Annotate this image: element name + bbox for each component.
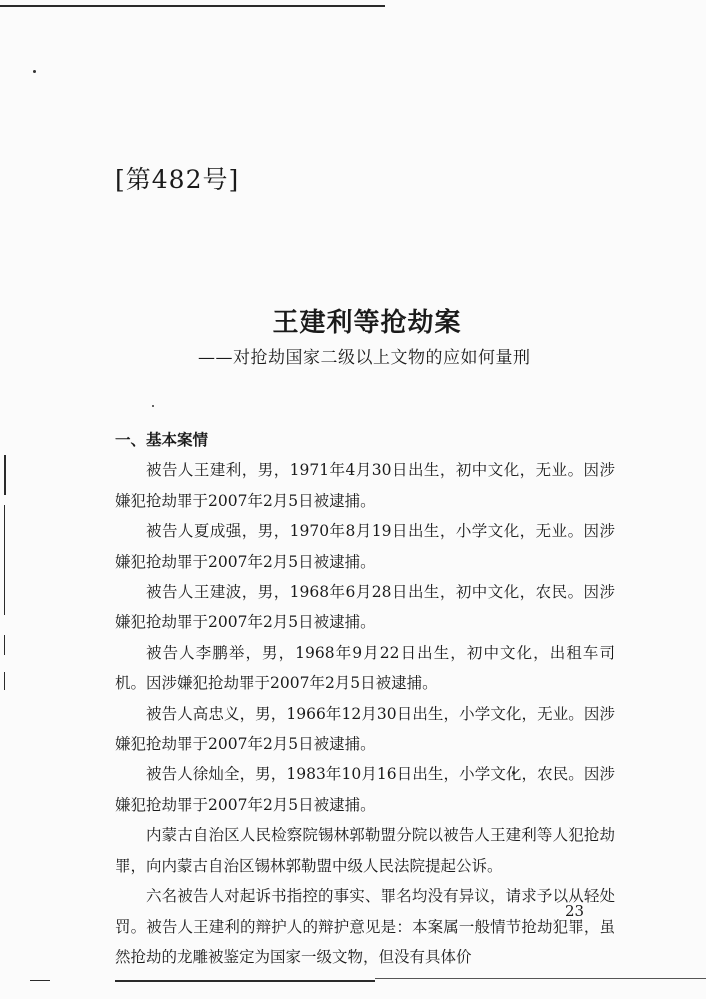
page-number: 23 xyxy=(565,902,585,920)
case-number: [第482号] xyxy=(115,165,240,194)
paragraph: 被告人徐灿全，男，1983年10月16日出生，小学文化，农民。因涉嫌犯抢劫罪于2007年2月5日被逮捕。 xyxy=(115,765,615,814)
page-title: 王建利等抢劫案 xyxy=(272,308,462,338)
section-heading: 一、基本案情 xyxy=(115,430,209,449)
page-subtitle: ——对抢劫国家二级以上文物的应如何量刑 xyxy=(198,348,531,368)
speck xyxy=(33,70,36,73)
speck xyxy=(152,405,154,407)
bottom-rule xyxy=(115,980,375,982)
paragraph: 被告人高忠义，男，1966年12月30日出生，小学文化，无业。因涉嫌犯抢劫罪于2007年2月5日被逮捕。 xyxy=(115,704,615,754)
paragraph: 被告人王建利，男，1971年4月30日出生，初中文化，无业。因涉嫌犯抢劫罪于2007年2月5日被逮捕。 xyxy=(115,461,615,510)
document-body xyxy=(115,425,615,972)
bottom-rule-right xyxy=(375,978,706,979)
paragraph: 六名被告人对起诉书指控的事实、罪名均没有异议，请求予以从轻处罚。被告人王建利的辩护人的辩护意见是：本案属一般情节抢劫犯罪，虽然抢劫的龙雕被鉴定为国家一级文物，但没有具体价 xyxy=(115,887,615,966)
margin-mark xyxy=(4,672,5,690)
margin-mark xyxy=(4,505,5,615)
paragraph: 内蒙古自治区人民检察院锡林郭勒盟分院以被告人王建利等人犯抢劫罪，向内蒙古自治区锡林郭勒盟中级人民法院提起公诉。 xyxy=(115,826,615,875)
margin-mark xyxy=(4,455,6,495)
bottom-left-dash xyxy=(30,980,50,981)
paragraph: 被告人夏成强，男，1970年8月19日出生，小学文化，无业。因涉嫌犯抢劫罪于2007年2月5日被逮捕。 xyxy=(115,522,615,571)
paragraph: 被告人李鹏举，男，1968年9月22日出生，初中文化，出租车司机。因涉嫌犯抢劫罪于2007年2月5日被逮捕。 xyxy=(115,643,615,693)
margin-mark xyxy=(4,635,5,655)
top-rule xyxy=(0,5,385,7)
paragraph: 被告人王建波，男，1968年6月28日出生，初中文化，农民。因涉嫌犯抢劫罪于2007年2月5日被逮捕。 xyxy=(115,583,615,632)
